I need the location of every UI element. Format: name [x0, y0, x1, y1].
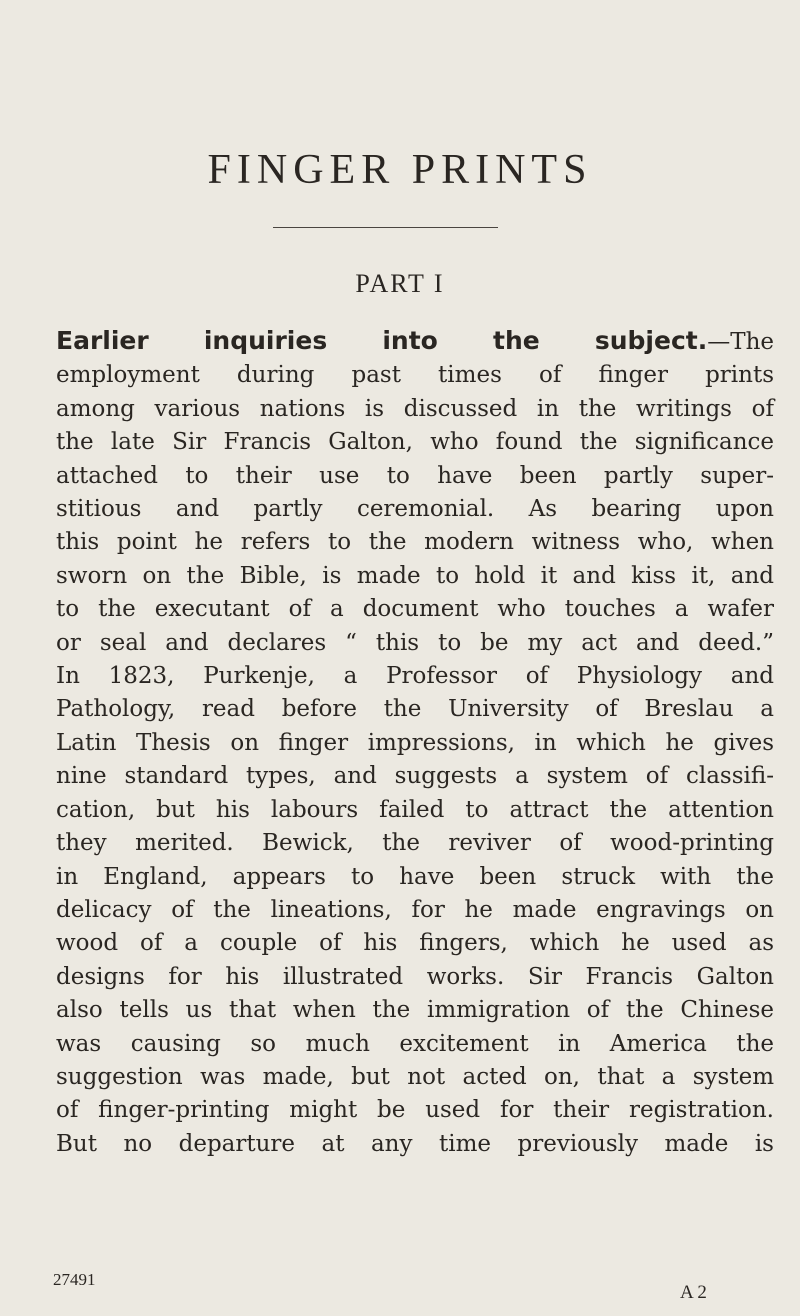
text-line: In 1823, Purkenje, a Professor of Physiology and: [56, 663, 774, 690]
text-line: the late Sir Francis Galton, who found the significance: [56, 429, 774, 456]
text-line: Pathology, read before the University of Breslau a: [56, 696, 774, 723]
body-text: [56, 324, 774, 1161]
part-heading: PART I: [355, 269, 445, 298]
text-line: of finger-printing might be used for their registration.: [56, 1097, 774, 1124]
text-line: designs for his illustrated works. Sir Francis Galton: [56, 963, 774, 990]
sheet-signature-mark: A 2: [680, 1282, 707, 1303]
text-line: among various nations is discussed in the writings of: [56, 395, 774, 422]
printer-signature: 27491: [53, 1270, 96, 1289]
text-line: they merited. Bewick, the reviver of wood-printing: [56, 830, 774, 857]
text-line: nine standard types, and suggests a system of classifi-: [56, 763, 774, 790]
text-line: employment during past times of finger prints: [56, 362, 774, 389]
text-line: [56, 324, 774, 359]
text-line: in England, appears to have been struck with the: [56, 863, 774, 890]
text-line: delicacy of the lineations, for he made engravings on: [56, 896, 774, 923]
section-heading: Earlier inquiries into the subject.: [56, 326, 708, 355]
text-line: was causing so much excitement in America the: [56, 1030, 774, 1057]
text-line: attached to their use to have been partly super-: [56, 462, 774, 489]
text-line: to the executant of a document who touches a wafer: [56, 596, 774, 623]
text-line: sworn on the Bible, is made to hold it and kiss it, and: [56, 562, 774, 589]
page-title: FINGER PRINTS: [207, 147, 593, 193]
text-line: wood of a couple of his fingers, which he used as: [56, 930, 774, 957]
text-line: or seal and declares “ this to be my act and deed.”: [56, 629, 774, 656]
text-line: But no departure at any time previously made is: [56, 1130, 774, 1157]
text-line: this point he refers to the modern witness who, when: [56, 529, 774, 556]
text-line: suggestion was made, but not acted on, that a system: [56, 1063, 774, 1090]
text-line-fragment: —The: [707, 329, 774, 355]
text-line: cation, but his labours failed to attract the attention: [56, 796, 774, 823]
text-line: Latin Thesis on finger impressions, in which he gives: [56, 729, 774, 756]
text-line: stitious and partly ceremonial. As bearing upon: [56, 496, 774, 523]
text-line: also tells us that when the immigration of the Chinese: [56, 997, 774, 1024]
title-rule: [273, 227, 498, 228]
